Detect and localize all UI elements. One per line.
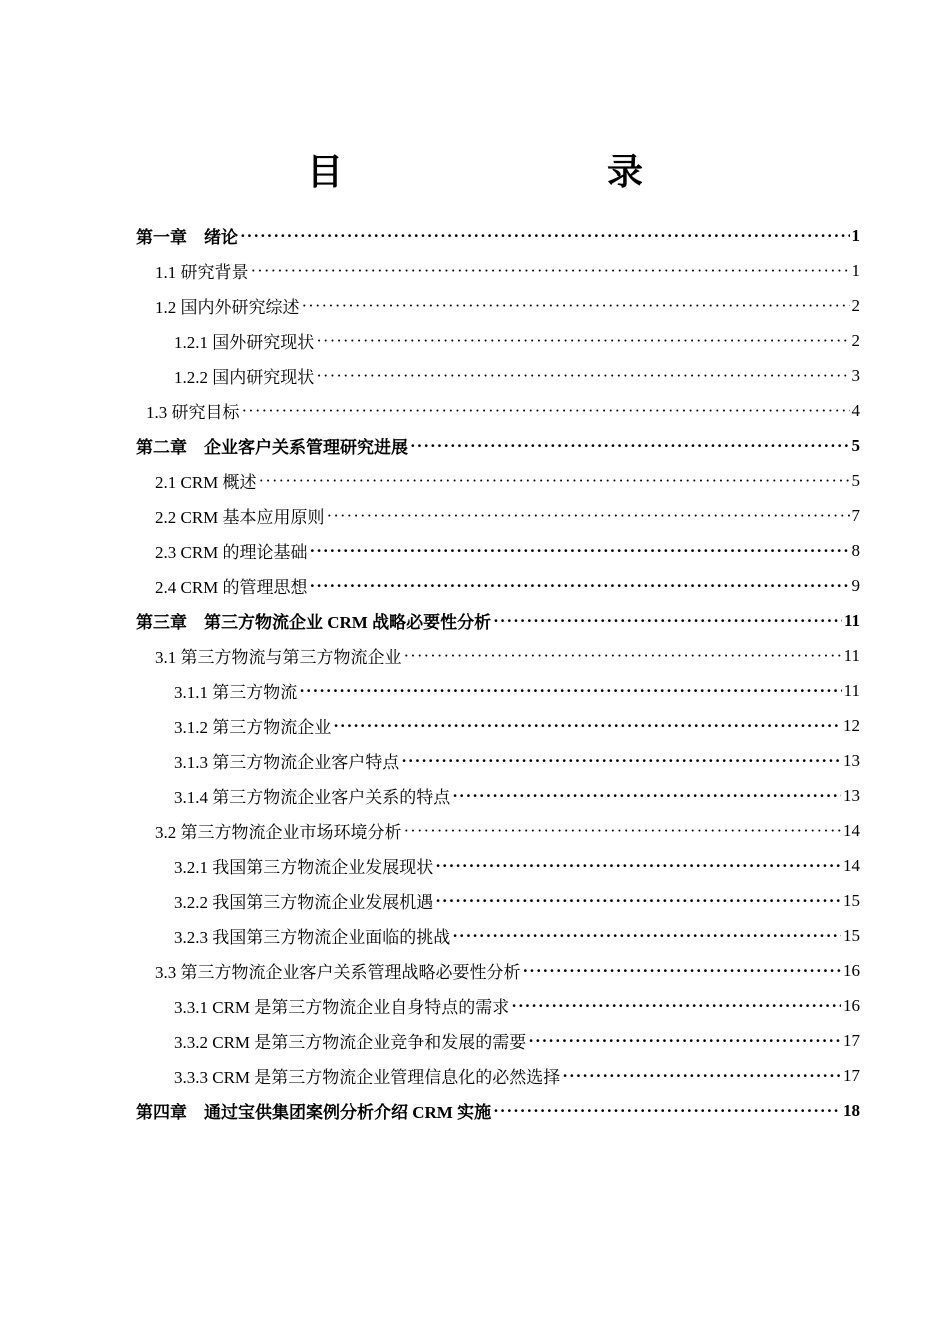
toc-page-number: 18: [843, 1100, 860, 1120]
toc-section-entry[interactable]: [0, 778, 950, 813]
toc-section-entry[interactable]: [0, 393, 950, 428]
toc-section-entry[interactable]: [0, 673, 950, 708]
toc-chapter-entry[interactable]: [0, 218, 950, 253]
toc-section-entry[interactable]: [0, 463, 950, 498]
toc-page-number: 9: [851, 575, 860, 595]
toc-dot-leader: [404, 821, 842, 841]
toc-entry-label: 3.2.2 我国第三方物流企业发展机遇: [174, 893, 434, 912]
toc-section-entry[interactable]: [0, 743, 950, 778]
toc-dot-leader: [302, 296, 850, 316]
toc-entry-label: 1.2 国内外研究综述: [155, 298, 300, 317]
toc-dot-leader: [310, 541, 850, 561]
toc-page-number: 16: [843, 995, 860, 1015]
toc-page-number: 4: [851, 400, 860, 420]
toc-page-number: 2: [851, 330, 860, 350]
toc-entry-label: 1.1 研究背景: [155, 263, 249, 282]
toc-dot-leader: [404, 646, 842, 666]
toc-entry-label: 3.3.3 CRM 是第三方物流企业管理信息化的必然选择: [174, 1068, 561, 1087]
toc-entry-label: 3.3.2 CRM 是第三方物流企业竞争和发展的需要: [174, 1033, 527, 1052]
toc-page-number: 17: [843, 1030, 860, 1050]
toc-dot-leader: [523, 961, 842, 981]
toc-page-number: 5: [851, 435, 860, 455]
toc-page-number: 13: [843, 750, 860, 770]
toc-section-entry[interactable]: [0, 708, 950, 743]
toc-dot-leader: [452, 926, 841, 946]
toc-entry-label: 3.1.4 第三方物流企业客户关系的特点: [174, 788, 451, 807]
toc-dot-leader: [493, 611, 842, 631]
toc-page-number: 5: [851, 470, 860, 490]
toc-dot-leader: [299, 681, 841, 701]
toc-page-number: 3: [851, 365, 860, 385]
toc-section-entry[interactable]: [0, 1023, 950, 1058]
toc-page-number: 11: [843, 610, 860, 630]
toc-dot-leader: [493, 1101, 841, 1121]
toc-entry-label: 2.1 CRM 概述: [155, 473, 257, 492]
toc-page-number: 17: [843, 1065, 860, 1085]
toc-page-number: 2: [851, 295, 860, 315]
toc-entry-label: 1.3 研究目标: [146, 403, 240, 422]
toc-entry-label: 2.4 CRM 的管理思想: [155, 578, 308, 597]
toc-dot-leader: [259, 471, 850, 491]
toc-section-entry[interactable]: [0, 953, 950, 988]
toc-entry-label: 3.3 第三方物流企业客户关系管理战略必要性分析: [155, 963, 521, 982]
toc-entry-label: 3.2.1 我国第三方物流企业发展现状: [174, 858, 434, 877]
toc-section-entry[interactable]: [0, 883, 950, 918]
toc-dot-leader: [333, 716, 841, 736]
toc-chapter-entry[interactable]: [0, 1093, 950, 1128]
toc-page-number: 8: [851, 540, 860, 560]
toc-dot-leader: [511, 996, 841, 1016]
toc-page-number: 1: [851, 260, 860, 280]
toc-dot-leader: [435, 891, 841, 911]
toc-dot-leader: [251, 261, 850, 281]
toc-page-number: 7: [851, 505, 860, 525]
toc-section-entry[interactable]: [0, 813, 950, 848]
toc-entry-label: 2.3 CRM 的理论基础: [155, 543, 308, 562]
toc-section-entry[interactable]: [0, 498, 950, 533]
toc-chapter-entry[interactable]: [0, 428, 950, 463]
toc-section-entry[interactable]: [0, 323, 950, 358]
toc-dot-leader: [452, 786, 841, 806]
toc-section-entry[interactable]: [0, 638, 950, 673]
toc-dot-leader: [316, 366, 849, 386]
toc-page-number: 13: [843, 785, 860, 805]
toc-page-number: 16: [843, 960, 860, 980]
toc-section-entry[interactable]: [0, 848, 950, 883]
toc-dot-leader: [562, 1066, 841, 1086]
toc-page-number: 15: [843, 890, 860, 910]
toc-page-number: 14: [843, 855, 860, 875]
toc-entry-label: 3.2.3 我国第三方物流企业面临的挑战: [174, 928, 451, 947]
toc-dot-leader: [316, 331, 849, 351]
toc-entry-label: 3.1.2 第三方物流企业: [174, 718, 332, 737]
toc-entry-label: 第二章 企业客户关系管理研究进展: [136, 438, 408, 457]
toc-dot-leader: [435, 856, 841, 876]
toc-page-number: 15: [843, 925, 860, 945]
toc-dot-leader: [410, 436, 850, 456]
toc-entry-label: 3.3.1 CRM 是第三方物流企业自身特点的需求: [174, 998, 510, 1017]
toc-entry-label: 1.2.2 国内研究现状: [174, 368, 315, 387]
toc-dot-leader: [310, 576, 850, 596]
toc-section-entry[interactable]: [0, 533, 950, 568]
toc-entry-label: 3.1.3 第三方物流企业客户特点: [174, 753, 400, 772]
toc-section-entry[interactable]: [0, 358, 950, 393]
toc-section-entry[interactable]: [0, 253, 950, 288]
toc-entry-label: 第一章 绪论: [136, 228, 238, 247]
page-title: 目 录: [306, 152, 707, 192]
toc-page-number: 11: [843, 645, 860, 665]
toc-section-entry[interactable]: [0, 918, 950, 953]
toc-entry-label: 3.1 第三方物流与第三方物流企业: [155, 648, 402, 667]
toc-dot-leader: [242, 401, 850, 421]
toc-section-entry[interactable]: [0, 288, 950, 323]
toc-dot-leader: [240, 226, 850, 246]
toc-section-entry[interactable]: [0, 568, 950, 603]
toc-dot-leader: [528, 1031, 841, 1051]
toc-entry-label: 1.2.1 国外研究现状: [174, 333, 315, 352]
toc-section-entry[interactable]: [0, 988, 950, 1023]
toc-chapter-entry[interactable]: [0, 603, 950, 638]
toc-entry-label: 第四章 通过宝供集团案例分析介绍 CRM 实施: [136, 1103, 492, 1122]
toc-page-number: 12: [843, 715, 860, 735]
toc-entry-label: 3.2 第三方物流企业市场环境分析: [155, 823, 402, 842]
toc-entry-label: 3.1.1 第三方物流: [174, 683, 298, 702]
table-of-contents: [0, 218, 950, 1128]
toc-dot-leader: [327, 506, 850, 526]
toc-entry-label: 2.2 CRM 基本应用原则: [155, 508, 325, 527]
toc-section-entry[interactable]: [0, 1058, 950, 1093]
toc-entry-label: 第三章 第三方物流企业 CRM 战略必要性分析: [136, 613, 492, 632]
toc-page-number: 1: [851, 225, 860, 245]
toc-page-number: 14: [843, 820, 860, 840]
toc-dot-leader: [401, 751, 841, 771]
toc-page-number: 11: [843, 680, 860, 700]
